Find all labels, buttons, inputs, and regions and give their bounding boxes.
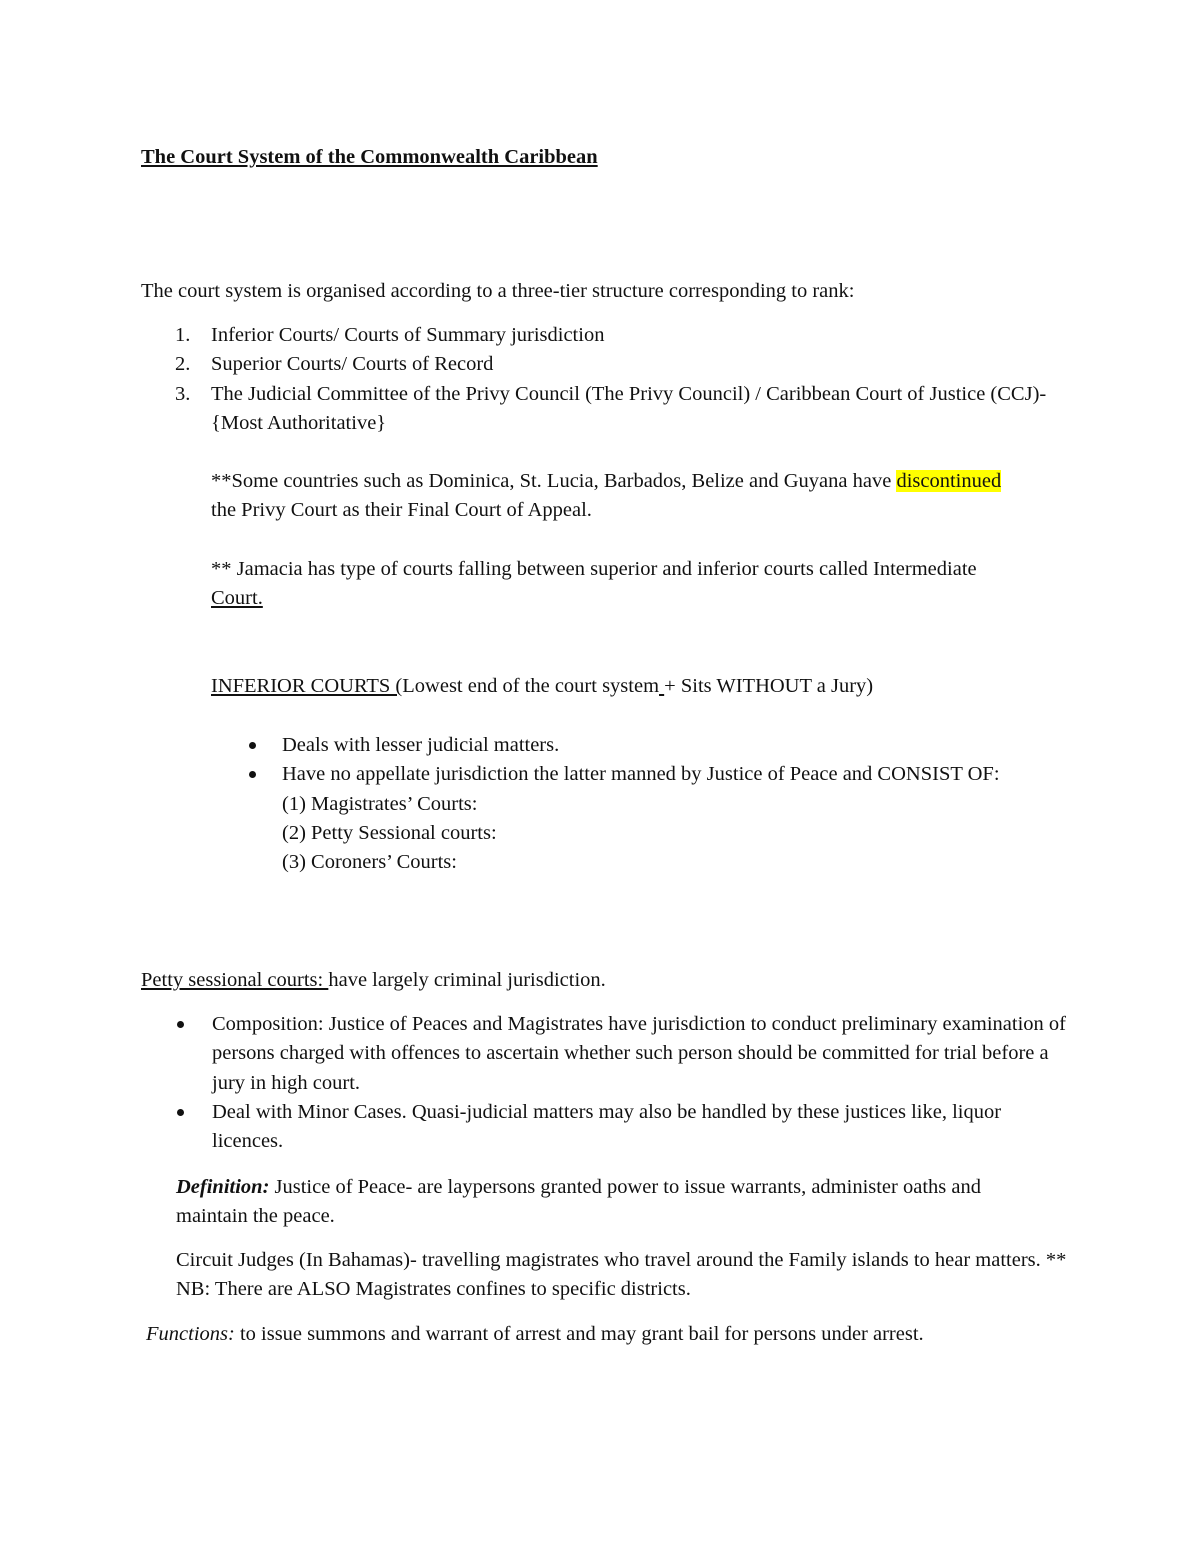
heading-underlined: INFERIOR COURTS ( <box>211 675 403 697</box>
definition-label: Definition: <box>176 1176 270 1198</box>
functions-text: to issue summons and warrant of arrest and may grant bail for persons under arrest. <box>234 1323 924 1345</box>
bullet-icon <box>177 1021 184 1028</box>
tier-text: Inferior Courts/ Courts of Summary jurisdiction <box>211 324 605 346</box>
definition-paragraph <box>176 1173 1056 1232</box>
heading-text: have largely criminal jurisdiction. <box>328 969 606 991</box>
definition-text: Justice of Peace- are laypersons granted power to issue warrants, administer oaths and maintain the peace. <box>176 1176 981 1228</box>
functions-paragraph <box>146 1320 1106 1349</box>
list-item <box>141 1098 1071 1157</box>
document-title: The Court System of the Commonwealth Caribbean <box>141 146 598 168</box>
sub-item: (3) Coroners’ Courts: <box>282 851 457 874</box>
sub-item: (1) Magistrates’ Courts: <box>282 792 478 815</box>
bullet-text: Deals with lesser judicial matters. <box>282 734 560 756</box>
note-text: ** Jamacia has type of courts falling between superior and inferior courts called Intermediate <box>211 558 977 580</box>
heading-text: Lowest end of the court system <box>402 675 660 697</box>
heading-text: + Sits WITHOUT a Jury) <box>664 675 874 697</box>
highlighted-word: discontinued <box>896 470 1002 492</box>
tier-number: 1. <box>175 324 191 346</box>
bullet-text: Have no appellate jurisdiction the latter manned by Justice of Peace and CONSIST OF: <box>282 763 1000 786</box>
tier-text: The Judicial Committee of the Privy Council (The Privy Council) / Caribbean Court of Justice (CCJ)- {Most Authoritative} <box>211 382 1047 434</box>
heading-underlined: Petty sessional courts: <box>141 969 329 991</box>
list-item <box>211 731 1011 760</box>
intro-paragraph: The court system is organised according to a three-tier structure corresponding to rank: <box>141 280 855 302</box>
list-item <box>141 1010 1071 1098</box>
petty-sessional-bullets <box>141 1010 1071 1156</box>
bullet-icon <box>249 742 256 749</box>
tier-number: 2. <box>175 353 191 376</box>
petty-sessional-heading <box>141 966 1041 995</box>
bullet-text: Deal with Minor Cases. Quasi-judicial matters may also be handled by these justices like, liquor licences. <box>212 1100 1002 1153</box>
inferior-courts-bullets <box>211 731 1011 877</box>
tier-item <box>141 321 1061 350</box>
bullet-icon <box>249 771 256 778</box>
tier-item <box>141 350 1061 379</box>
tier-number: 3. <box>175 382 191 405</box>
note-text: **Some countries such as Dominica, St. Lucia, Barbados, Belize and Guyana have <box>211 470 897 492</box>
circuit-judges-paragraph: Circuit Judges (In Bahamas)- travelling magistrates who travel around the Family islands to hear matters. ** NB: There are ALSO Magistrates confines to specific districts. <box>176 1249 1067 1301</box>
tier-text: Superior Courts/ Courts of Record <box>211 353 494 376</box>
jamaica-note <box>211 555 1031 614</box>
bullet-icon <box>177 1109 184 1116</box>
list-item <box>211 760 1011 877</box>
tier-list <box>141 321 1061 438</box>
underlined-text: Court. <box>211 587 263 610</box>
functions-label: Functions: <box>146 1323 235 1345</box>
tier-item <box>141 380 1061 439</box>
privy-council-note <box>211 467 1031 526</box>
inferior-courts-heading <box>211 672 1061 701</box>
sub-item: (2) Petty Sessional courts: <box>282 821 497 844</box>
bullet-text: Composition: Justice of Peaces and Magistrates have jurisdiction to conduct preliminary examination of persons charged with offences to ascertain whether such person should be committed for trial before a jury in high court. <box>212 1013 1066 1094</box>
note-text: the Privy Court as their Final Court of Appeal. <box>211 499 592 522</box>
